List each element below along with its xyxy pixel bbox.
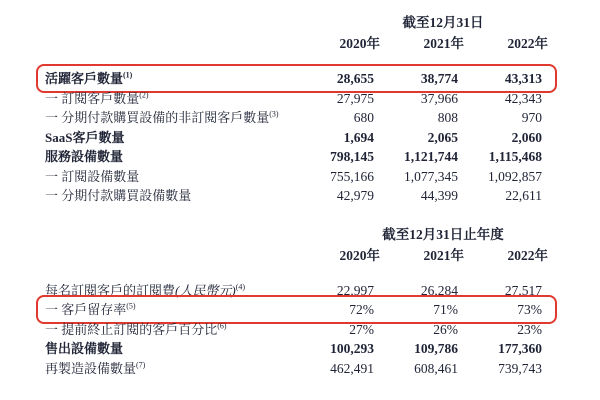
row-label: 一 分期付款購買設備的非訂閱客戶數量$^{(3)}$	[45, 109, 279, 125]
table-as-of-dec31	[45, 14, 548, 206]
row-label: 一 客戶留存率$^{(5)}$	[45, 301, 136, 317]
value-2020: 42,979	[336, 188, 374, 203]
footnote-marker: (1)	[123, 70, 133, 80]
year-column-2022: 2022年	[507, 247, 548, 263]
value-2021: 44,399	[420, 188, 458, 203]
year-header-row	[45, 247, 548, 265]
footnote-marker: (3)	[269, 109, 279, 119]
table-row-subscription-fee-per-customer	[45, 281, 548, 301]
row-label: 服務設備數量	[45, 149, 124, 164]
value-2022: 739,743	[498, 360, 542, 376]
value-2022: 177,360	[498, 341, 542, 356]
row-label-italic: (人民幣元)	[175, 282, 236, 298]
year-column-2020: 2020年	[339, 247, 380, 263]
table-row-early-termination-percentage	[45, 320, 548, 340]
value-2020: 462,491	[330, 360, 374, 376]
table-row-active-customers	[45, 69, 548, 89]
footnote-marker: (7)	[136, 360, 146, 370]
value-2022: 73%	[517, 302, 542, 317]
table-body	[45, 69, 548, 206]
value-2022: 42,343	[504, 90, 542, 106]
value-2021: 26,284	[420, 282, 458, 298]
value-2021: 109,786	[414, 341, 458, 356]
value-2021: 71%	[433, 302, 458, 317]
footnote-marker: (6)	[217, 321, 227, 331]
value-2022: 1,092,857	[488, 168, 542, 184]
table-year-ended-dec31	[45, 226, 548, 379]
value-2022: 2,060	[511, 129, 542, 145]
value-2022: 1,115,468	[488, 149, 542, 164]
table-row-subscription-customers	[45, 89, 548, 109]
footnote-marker: (4)	[235, 282, 246, 292]
row-label: 每名訂閱客戶的訂閱費(人民幣元)$^{(4)}$	[45, 282, 246, 298]
value-2020: 100,293	[330, 341, 374, 356]
year-column-2021: 2021年	[423, 36, 464, 51]
value-2020: 27,975	[336, 90, 374, 106]
value-2020: 1,694	[343, 129, 374, 145]
table-row-remanufactured-devices	[45, 359, 548, 379]
row-label: 再製造設備數量$^{(7)}$	[45, 360, 146, 376]
table-row-installment-nonsub-customers	[45, 108, 548, 128]
table-row-devices-sold	[45, 339, 548, 359]
value-2020: 22,997	[336, 282, 374, 298]
value-2020: 27%	[349, 321, 374, 337]
row-label: 一 訂閱設備數量	[45, 168, 140, 184]
row-label: 活躍客戶數量$^{(1)}$	[45, 70, 133, 86]
metrics-document	[45, 14, 548, 378]
value-2022: 970	[521, 110, 542, 125]
year-column-2022: 2022年	[507, 36, 548, 51]
footnote-marker: (5)	[126, 301, 136, 311]
table-row-subscription-devices	[45, 167, 548, 187]
year-column-2020: 2020年	[339, 36, 380, 51]
period-header: 截至12月31日	[402, 15, 484, 30]
row-label: 一 訂閱客戶數量$^{(2)}$	[45, 90, 149, 106]
table-row-devices-in-service	[45, 147, 548, 167]
value-2020: 798,145	[330, 149, 374, 164]
row-label: 售出設備數量	[45, 341, 124, 356]
value-2022: 23%	[517, 321, 542, 337]
row-label: SaaS客戶數量	[45, 129, 125, 145]
period-header: 截至12月31日止年度	[382, 226, 504, 242]
table-row-customer-retention-rate	[45, 300, 548, 320]
value-2021: 37,966	[420, 90, 458, 106]
value-2022: 43,313	[504, 71, 542, 86]
year-header-row	[45, 35, 548, 53]
value-2020: 72%	[349, 302, 374, 317]
value-2021: 1,121,744	[404, 149, 458, 164]
value-2020: 755,166	[330, 168, 374, 184]
year-column-2021: 2021年	[423, 247, 464, 263]
table-row-installment-devices	[45, 186, 548, 206]
table-body	[45, 281, 548, 379]
value-2021: 2,065	[427, 129, 458, 145]
value-2021: 38,774	[420, 71, 458, 86]
spacer	[45, 35, 296, 53]
value-2021: 26%	[433, 321, 458, 337]
row-label: 一 提前終止訂閱的客戶百分比$^{(6)}$	[45, 321, 227, 337]
row-label: 一 分期付款購買設備數量	[45, 188, 192, 203]
value-2022: 22,611	[505, 188, 542, 203]
footnote-marker: (2)	[139, 90, 149, 100]
value-2022: 27,517	[504, 282, 542, 298]
spacer	[45, 247, 296, 265]
value-2020: 680	[353, 110, 374, 125]
value-2021: 808	[437, 110, 458, 125]
value-2021: 1,077,345	[404, 168, 458, 184]
table-row-saas-customers	[45, 128, 548, 148]
value-2021: 608,461	[414, 360, 458, 376]
value-2020: 28,655	[336, 71, 374, 86]
